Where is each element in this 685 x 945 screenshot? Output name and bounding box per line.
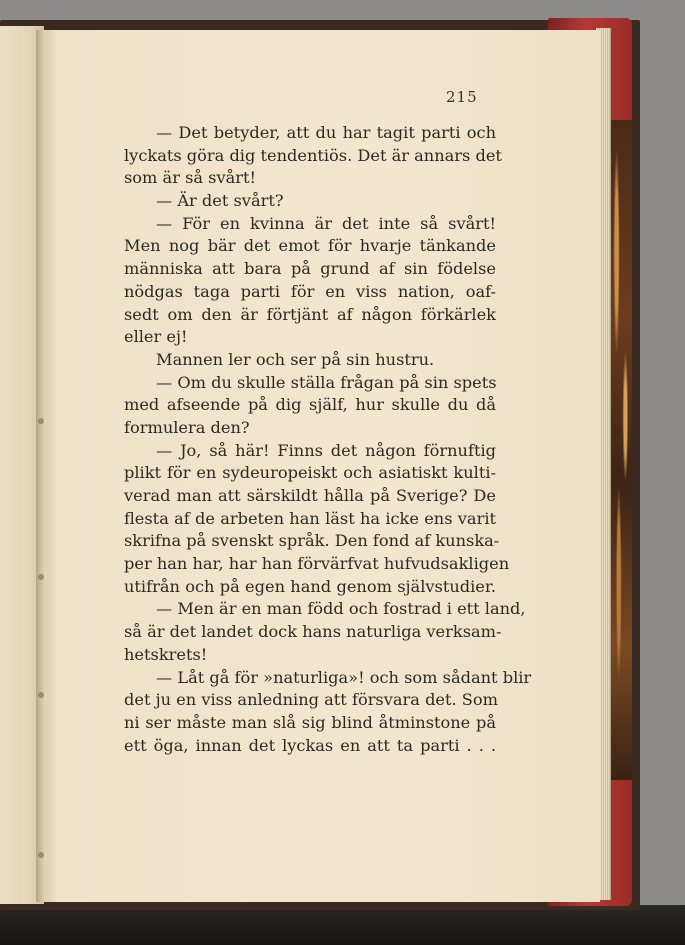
body-text <box>124 122 532 757</box>
text-line: ett öga, innan det lyckas en att ta parti . . . <box>124 735 496 755</box>
text-line: eller ej! <box>124 327 188 347</box>
marbled-endpaper <box>610 120 632 780</box>
text-line: plikt för en sydeuropeiskt och asiatiskt kulti- <box>124 463 496 483</box>
text-line: ni ser måste man slå sig blind åtminstone på <box>124 712 496 732</box>
text-line: Men nog bär det emot för hvarje tänkande <box>124 236 496 256</box>
sewing-hole-icon <box>38 574 44 580</box>
text-line: flesta af de arbeten han läst ha icke ens varit <box>124 508 496 528</box>
text-line: — För en kvinna är det inte så svårt! <box>156 213 496 233</box>
text-line: med afseende på dig själf, hur skulle du då <box>124 395 496 415</box>
text-line: — Låt gå för »naturliga»! och som sådant blir <box>156 667 532 687</box>
text-line: det ju en viss anledning att försvara det. Som <box>124 690 498 710</box>
text-line: verad man att särskildt hålla på Sverige? De <box>124 486 496 505</box>
text-line: så är det landet dock hans naturliga verksam- <box>124 622 502 642</box>
text-line: — Om du skulle ställa frågan på sin spets <box>156 372 497 392</box>
text-line: utifrån och på egen hand genom självstudier. <box>124 576 496 596</box>
text-line: — Det betyder, att du har tagit parti och <box>156 123 496 142</box>
text-line: skrifna på svenskt språk. Den fond af kunska- <box>124 531 500 551</box>
text-line: — Men är en man född och fostrad i ett land, <box>156 599 526 619</box>
text-line: som är så svårt! <box>124 168 257 188</box>
sewing-hole-icon <box>38 418 44 424</box>
page-number: 215 <box>446 88 478 106</box>
sewing-hole-icon <box>38 852 44 858</box>
gutter-shadow <box>36 30 46 902</box>
text-line: — Är det svårt? <box>156 191 284 211</box>
text-line: Mannen ler och ser på sin hustru. <box>156 349 435 369</box>
text-line: lyckats göra dig tendentiös. Det är annars det <box>124 145 502 165</box>
text-line: formulera den? <box>124 417 250 437</box>
text-line: nödgas taga parti för en viss nation, oaf- <box>124 281 496 301</box>
text-line: människa att bara på grund af sin födelse <box>124 259 496 279</box>
text-line: sedt om den är förtjänt af någon förkärlek <box>124 304 496 324</box>
text-line: hetskrets! <box>124 644 208 664</box>
text-line: per han har, har han förvärfvat hufvudsakligen <box>124 554 510 574</box>
dark-backdrop <box>0 905 685 945</box>
text-line: — Jo, så här! Finns det någon förnuftig <box>156 440 496 460</box>
sewing-hole-icon <box>38 692 44 698</box>
